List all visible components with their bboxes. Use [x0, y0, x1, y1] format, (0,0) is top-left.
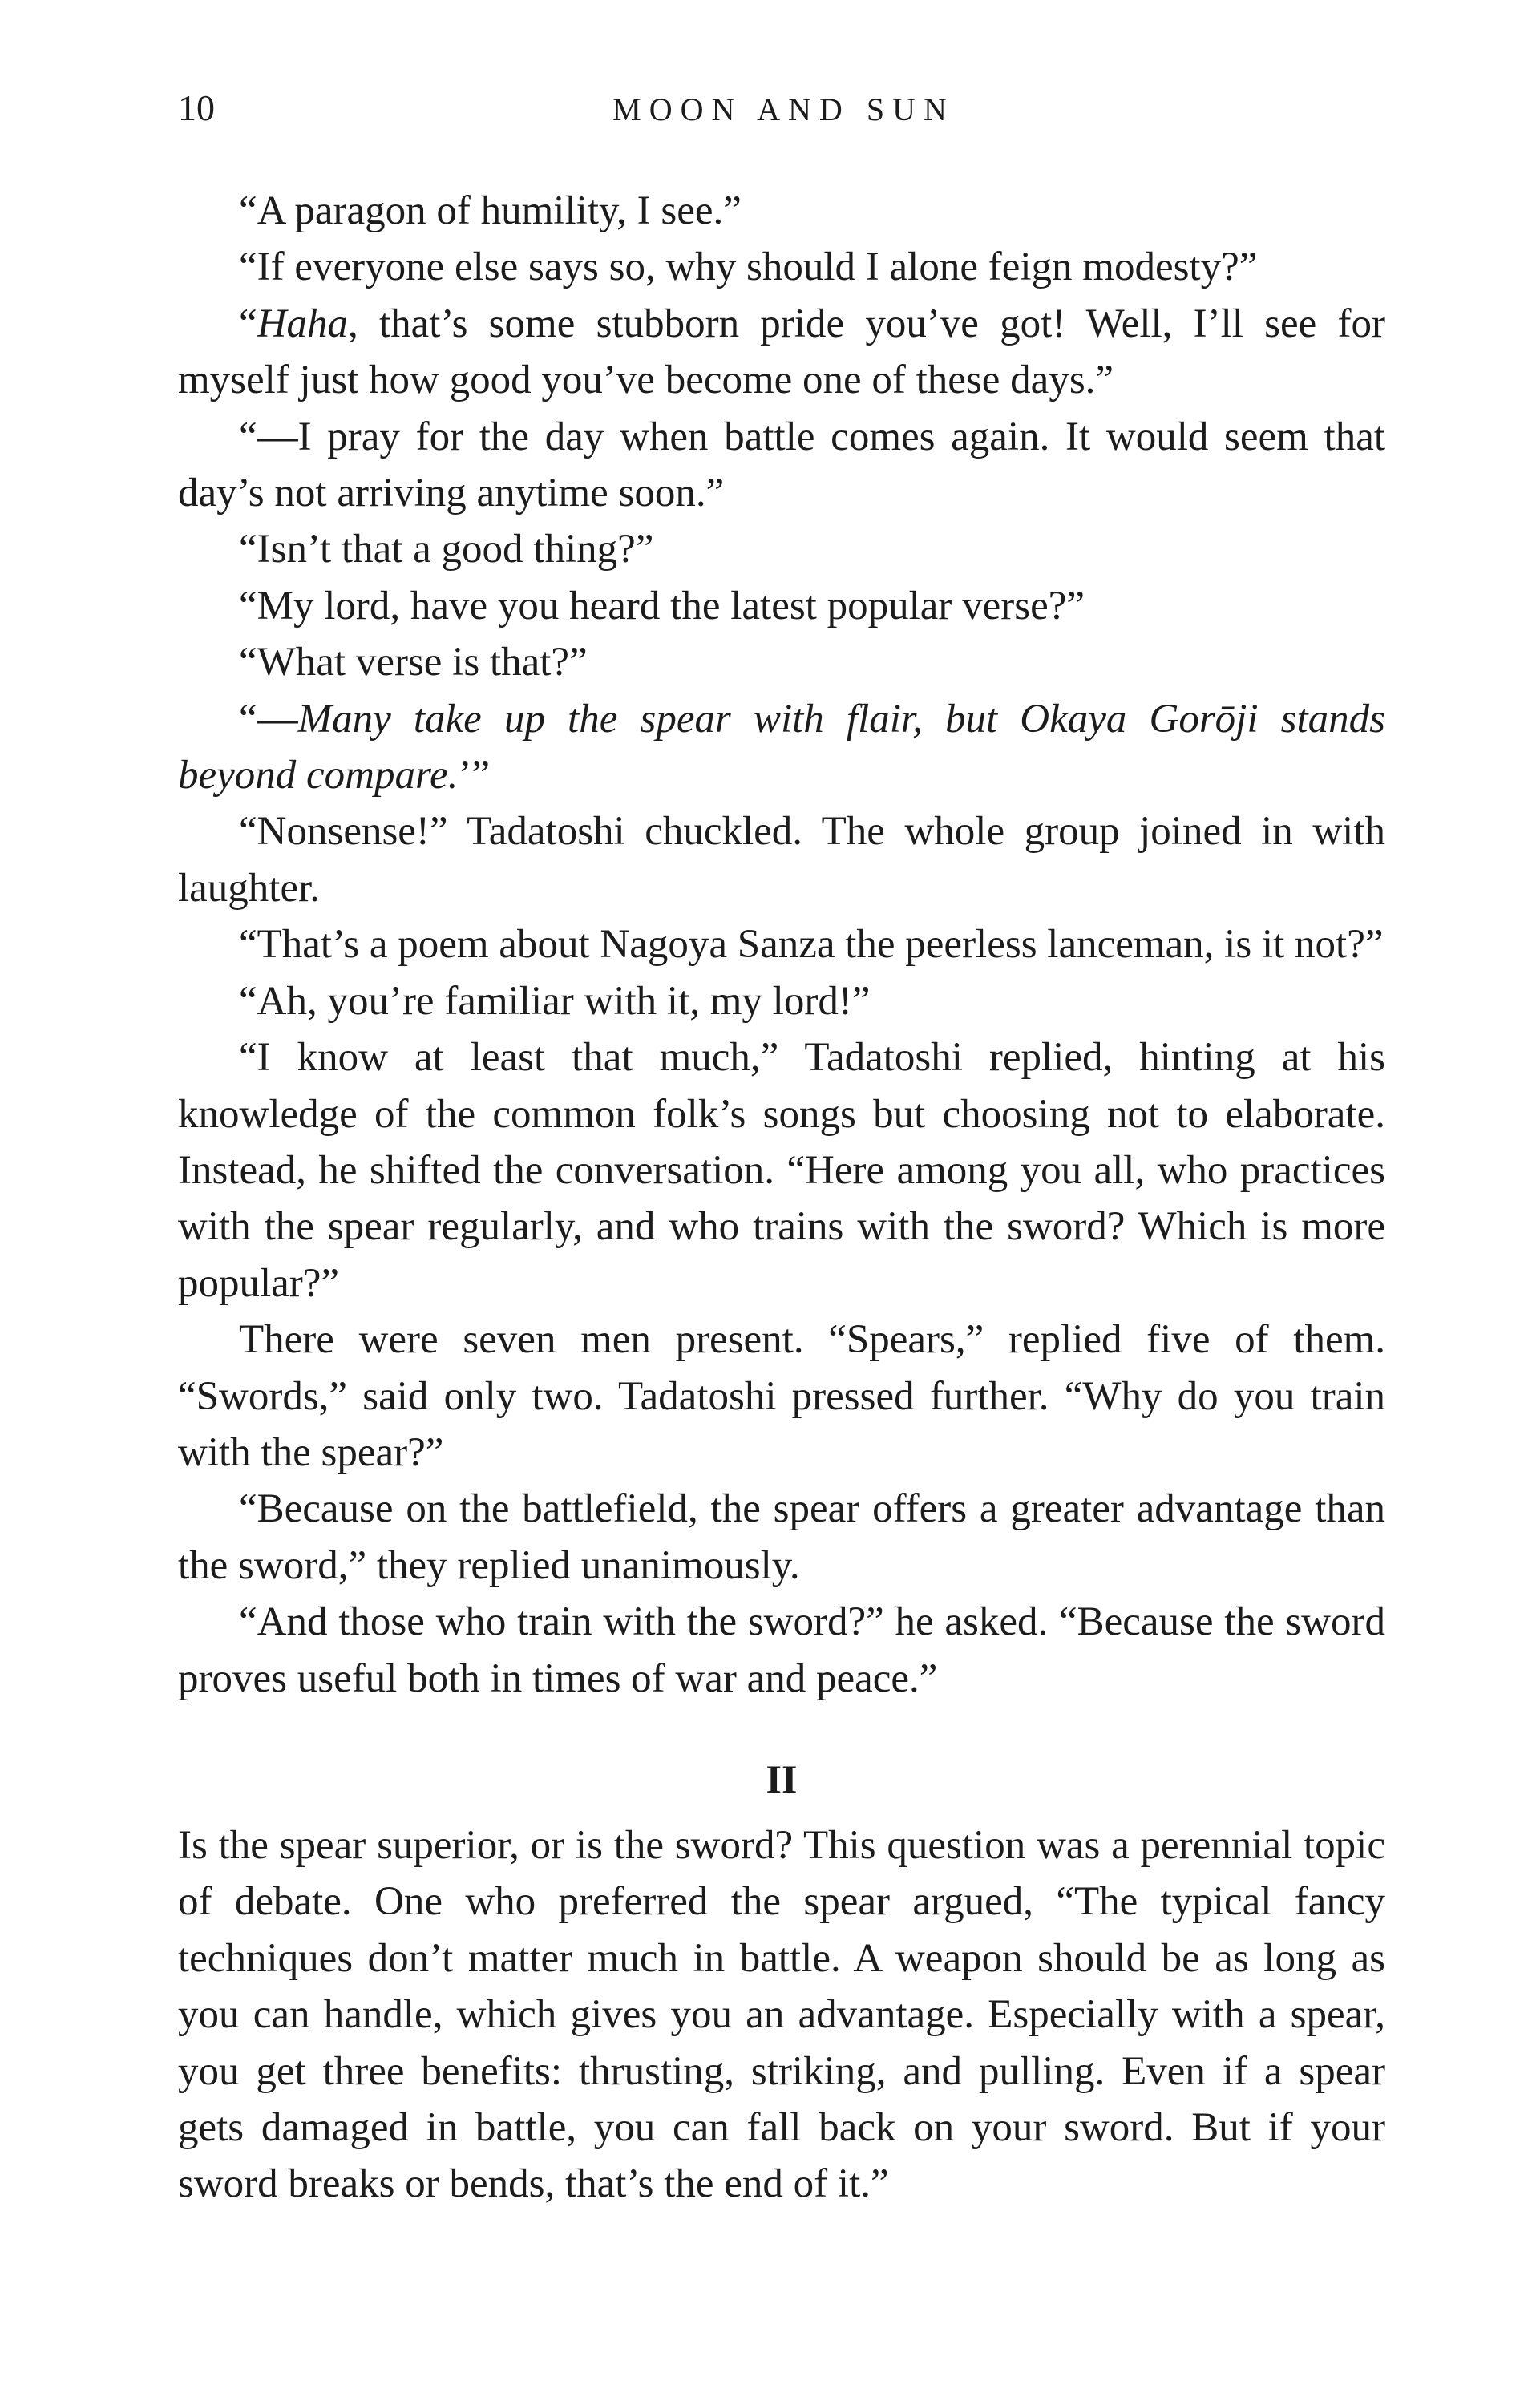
paragraph: “Ah, you’re familiar with it, my lord!”: [239, 978, 871, 1024]
paragraph: “Isn’t that a good thing?”: [239, 527, 654, 572]
section-heading: II: [766, 1756, 798, 1801]
text-run: “: [239, 301, 257, 346]
paragraph: “Because on the battlefield, the spear offers a greater advantage than the sword,” they replied unanimously.: [178, 1486, 1385, 1588]
paragraph: [178, 296, 1385, 409]
paragraph: “I know at least that much,” Tadatoshi replied, hinting at his knowledge of the common folk’s songs but choosing not to elaborate. Instead, he shifted the conversation. “Here among you all, who practices with the spear regularly, and who trains with the sword? Which is more popular?”: [178, 1035, 1385, 1306]
text-run: “—: [239, 696, 298, 742]
paragraph: “If everyone else says so, why should I alone feign modesty?”: [239, 245, 1258, 290]
paragraph: [178, 691, 1385, 804]
page-header: [178, 80, 1365, 144]
text-run: , that’s some stubborn pride you’ve got! Well, I’ll see for myself just how good you’ve become one of these days.”: [178, 301, 1385, 403]
paragraph: Is the spear superior, or is the sword? This question was a perennial topic of debate. One who preferred the spear argued, “The typical fancy techniques don’t matter much in battle. A weapon should be as long as you can handle, which gives you an advantage. Especially with a spear, you get three benefits: thrusting, striking, and pulling. Even if a spear gets damaged in battle, you can fall back on your sword. But if your sword breaks or bends, that’s the end of it.”: [178, 1822, 1385, 2207]
paragraph: “My lord, have you heard the latest popular verse?”: [239, 583, 1085, 629]
paragraph: “And those who train with the sword?” he asked. “Because the sword proves useful both in times of war and peace.”: [178, 1599, 1385, 1701]
italic-text-run: Haha: [257, 301, 348, 346]
paragraph: There were seven men present. “Spears,” replied five of them. “Swords,” said only two. Tadatoshi pressed further. “Why do you train with the spear?”: [178, 1317, 1385, 1475]
text-run: ’”: [458, 753, 490, 798]
paragraph: “A paragon of humility, I see.”: [239, 188, 742, 233]
page-number: 10: [178, 87, 215, 128]
paragraph: “Nonsense!” Tadatoshi chuckled. The whole group joined in with laughter.: [178, 809, 1385, 911]
paragraph: “That’s a poem about Nagoya Sanza the peerless lanceman, is it not?”: [239, 922, 1384, 968]
paragraph: “What verse is that?”: [239, 640, 588, 685]
body-text: [178, 183, 1385, 2213]
paragraph: “—I pray for the day when battle comes again. It would seem that day’s not arriving anytime soon.”: [178, 414, 1385, 516]
running-head: MOON AND SUN: [612, 91, 955, 127]
italic-text-run: Many take up the spear with flair, but Okaya Gorōji stands beyond compare.: [178, 696, 1385, 798]
